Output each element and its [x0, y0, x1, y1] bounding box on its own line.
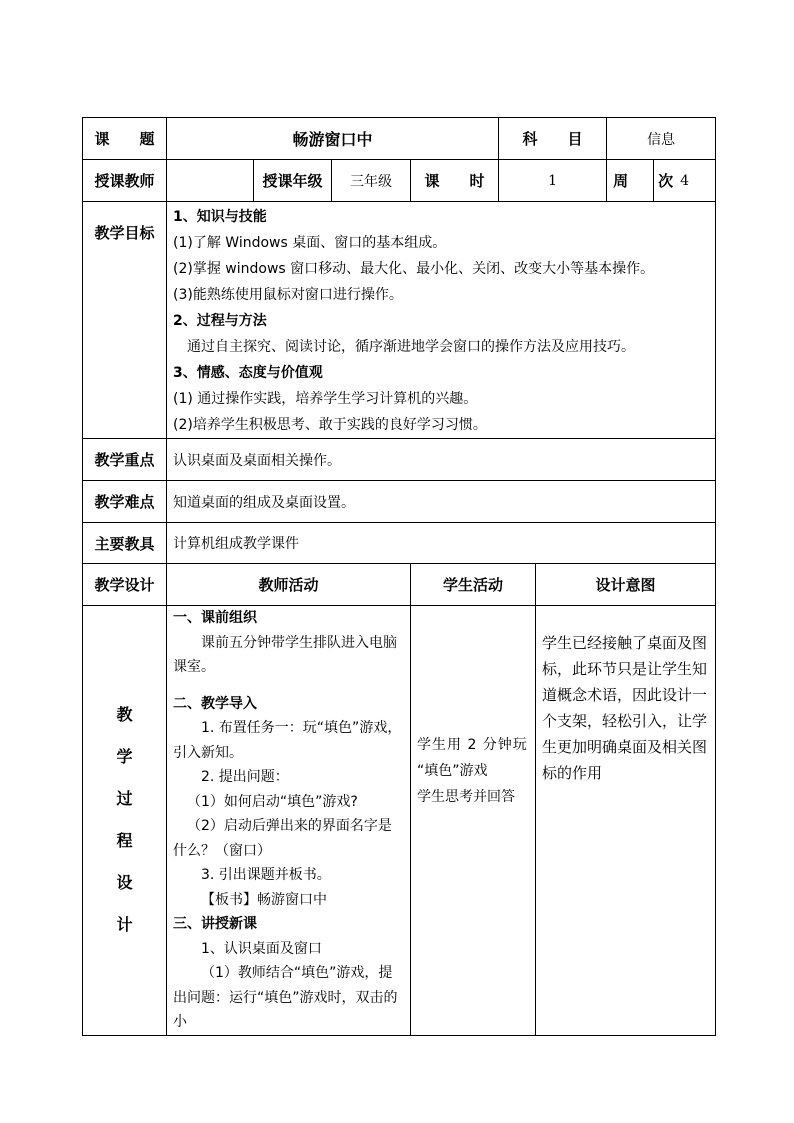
row-objectives [83, 202, 716, 439]
teacher-paragraph: 1. 布置任务一：玩“填色”游戏，引入新知。 [173, 720, 402, 761]
difficulties-label: 教学难点 [83, 481, 167, 523]
teacher-heading: 二、教学导入 [173, 695, 257, 712]
process-label-char: 程 [116, 831, 133, 851]
student-line: 学生用 2 分钟玩 [417, 737, 528, 753]
objective-heading-1: 1、知识与技能 [173, 209, 267, 225]
design-intent-header: 设计意图 [536, 564, 716, 606]
objective-line: (1)了解 Windows 桌面、窗口的基本组成。 [173, 235, 447, 251]
objectives-label: 教学目标 [83, 202, 167, 439]
tools-value: 计算机组成教学课件 [167, 523, 716, 564]
process-label-char: 设 [116, 873, 133, 893]
student-line: “填色”游戏 [417, 763, 488, 779]
objective-line: 通过自主探究、阅读讨论，循序渐进地学会窗口的操作方法及应用技巧。 [187, 339, 635, 355]
objective-line: (3)能熟练使用鼠标对窗口进行操作。 [173, 287, 403, 303]
teacher-heading: 三、讲授新课 [173, 916, 257, 932]
row-tools [83, 523, 716, 564]
objective-heading-3: 3、情感、态度与价值观 [173, 365, 323, 381]
lesson-plan-table [82, 117, 716, 1036]
key-points-label: 教学重点 [83, 439, 167, 481]
row-process [83, 606, 716, 1036]
teacher-paragraph: 3. 引出课题并板书。 [201, 867, 331, 883]
teacher-paragraph: （2）启动后弹出来的界面名字是什么？（窗口） [173, 818, 392, 859]
row-course [83, 118, 716, 160]
student-activity-header: 学生活动 [411, 564, 536, 606]
teacher-paragraph: 1、认识桌面及窗口 [201, 940, 322, 957]
row-design-header [83, 564, 716, 606]
teacher-paragraph: 【板书】畅游窗口中 [201, 891, 327, 908]
teacher-label: 授课教师 [83, 160, 167, 202]
teacher-value [167, 160, 254, 202]
hours-value: 1 [499, 160, 607, 202]
process-label-char: 教 [116, 705, 133, 725]
week-label: 周 次 [607, 160, 654, 202]
teacher-activity [167, 606, 411, 1036]
teacher-heading: 一、课前组织 [173, 610, 257, 626]
teacher-paragraph: 课前五分钟带学生排队进入电脑课室。 [173, 634, 397, 675]
student-activity [411, 606, 536, 1036]
subject-value: 信息 [607, 118, 716, 160]
row-key-points [83, 439, 716, 481]
difficulties-value: 知道桌面的组成及桌面设置。 [167, 481, 716, 523]
teacher-paragraph: （1）如何启动“填色”游戏? [187, 793, 358, 810]
tools-label: 主要教具 [83, 523, 167, 564]
student-line: 学生思考并回答 [417, 789, 515, 805]
course-label: 课 题 [83, 118, 167, 160]
course-title: 畅游窗口中 [167, 118, 499, 160]
hours-label: 课 时 [411, 160, 499, 202]
objective-line: (2)掌握 windows 窗口移动、最大化、最小化、关闭、改变大小等基本操作。 [173, 261, 655, 277]
design-intent: 学生已经接触了桌面及图标，此环节只是让学生知道概念术语，因此设计一个支架，轻松引入，让学生更加明确桌面及相关图标的作用 [536, 606, 716, 1036]
subject-label: 科 目 [499, 118, 607, 160]
grade-label: 授课年级 [254, 160, 332, 202]
week-value: 4 [654, 160, 716, 202]
grade-value: 三年级 [332, 160, 411, 202]
lesson-plan [82, 117, 715, 1036]
objective-line: (2)培养学生积极思考、敢于实践的良好学习习惯。 [173, 417, 487, 433]
objective-line: (1) 通过操作实践，培养学生学习计算机的兴趣。 [173, 391, 478, 407]
teacher-activity-header: 教师活动 [167, 564, 411, 606]
objectives-content [167, 202, 716, 439]
row-teacher [83, 160, 716, 202]
objective-heading-2: 2、过程与方法 [173, 313, 267, 329]
teacher-paragraph: （1）教师结合“填色”游戏，提出问题：运行“填色”游戏时，双击的小 [173, 965, 398, 1030]
process-label [83, 606, 167, 1036]
process-label-char: 过 [116, 789, 133, 809]
teacher-paragraph: 2. 提出问题： [201, 769, 289, 785]
process-label-char: 学 [116, 747, 133, 767]
process-label-char: 计 [116, 915, 133, 935]
key-points-value: 认识桌面及桌面相关操作。 [167, 439, 716, 481]
row-difficulties [83, 481, 716, 523]
design-label: 教学设计 [83, 564, 167, 606]
